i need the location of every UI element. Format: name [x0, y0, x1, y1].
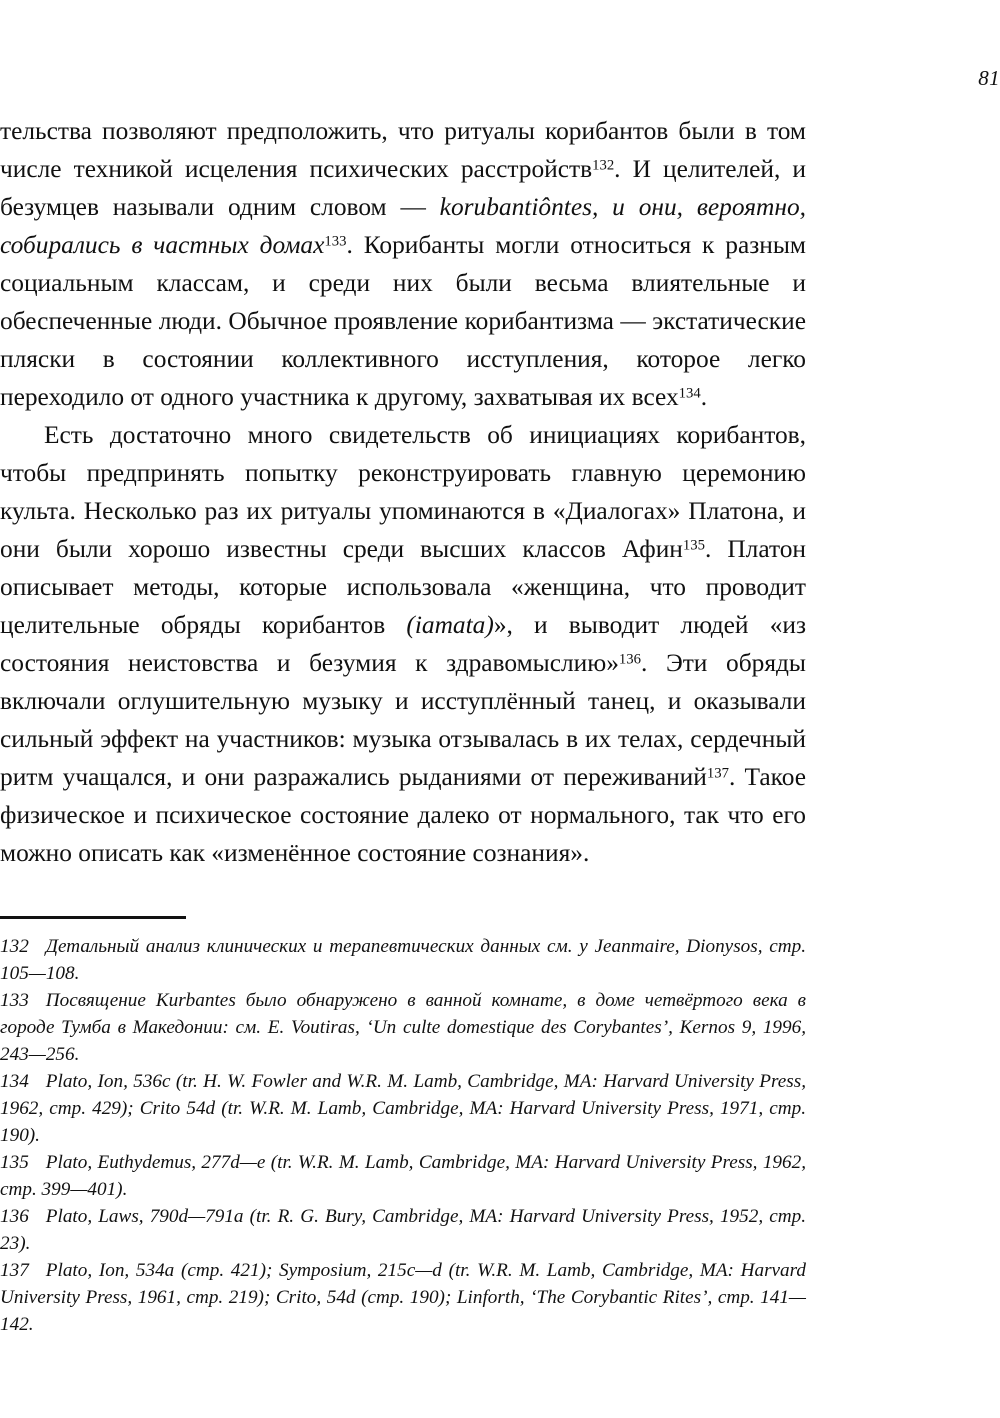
- footnote-number[interactable]: 133: [0, 990, 29, 1011]
- body-text: [0, 112, 806, 872]
- text-run: . Такое физическое и психическое состояние далеко от нормального, так что его можно описать как «изменённое состояние сознания».: [0, 763, 806, 867]
- paragraph: [0, 112, 806, 416]
- footnotes-section: [0, 916, 806, 1338]
- footnote-text: Plato, Ion, 534a (стр. 421); Symposium, 215c—d (tr. W.R. M. Lamb, Cambridge, MA: Harvard University Press, 1961, стр. 219); Crito, 54d (стр. 190); Linforth, ‘The Corybantic Rites’, стр. 141—142.: [0, 1260, 806, 1335]
- text-run: . Платон описывает методы, которые использовала «женщина, что проводит целительные обряды корибантов: [0, 535, 807, 639]
- footnote-text: Посвящение Kurbantes было обнаружено в ванной комнате, в доме четвёртого века в городе Тумба в Македонии: см. E. Voutiras, ‘Un culte domestique des Corybantes’, Kernos 9, 1996, 243—256.: [0, 990, 806, 1065]
- footnote-marker[interactable]: 134: [678, 385, 701, 402]
- footnote-item: [0, 987, 806, 1068]
- footnote-marker[interactable]: 137: [706, 765, 729, 782]
- footnote-marker[interactable]: 133: [324, 233, 347, 250]
- footnote-number[interactable]: 136: [0, 1206, 29, 1227]
- text-run: . Эти обряды включали оглушительную музыку и исступлённый танец, и оказывали сильный эффект на участников: музыка отзывалась в их телах, сердечный ритм учащался, и они разражались рыданиями от переживаний: [0, 649, 806, 791]
- footnote-marker[interactable]: 136: [618, 651, 641, 668]
- footnote-text: Plato, Euthydemus, 277d—e (tr. W.R. M. Lamb, Cambridge, MA: Harvard University Press, 1962, стр. 399—401).: [0, 1152, 806, 1200]
- footnote-text: Plato, Ion, 536c (tr. H. W. Fowler and W.R. M. Lamb, Cambridge, MA: Harvard University Press, 1962, стр. 429); Crito 54d (tr. W.R. M. Lamb, Cambridge, MA: Harvard University Press, 1971, стр. 190).: [0, 1071, 806, 1146]
- footnote-text: Plato, Laws, 790d—791a (tr. R. G. Bury, Cambridge, MA: Harvard University Press, 1952, стр. 23).: [0, 1206, 806, 1254]
- footnote-marker[interactable]: 135: [682, 537, 705, 554]
- text-run: Есть достаточно много свидетельств об инициациях корибантов, чтобы предпринять попытку реконструировать главную церемонию культа. Несколько раз их ритуалы упоминаются в «Диалогах» Платона, и они были хорошо известны среди высших классов Афин: [0, 421, 806, 563]
- text-run: .: [700, 383, 708, 411]
- footnote-separator-rule: [0, 916, 186, 919]
- text-run: тельства позволяют предположить, что ритуалы корибантов были в том числе техникой исцеления психических расстройств: [0, 117, 806, 183]
- footnote-number[interactable]: 137: [0, 1260, 29, 1281]
- footnote-number[interactable]: 134: [0, 1071, 29, 1092]
- text-run: . Корибанты могли относиться к разным социальным классам, и среди них были весьма влиятельные и обеспеченные люди. Обычное проявление корибантизма — экстатические пляски в состоянии коллективного исступления, которое легко переходило от одного участника к другому, захватывая их всех: [0, 231, 806, 411]
- footnote-item: [0, 933, 806, 987]
- footnote-number[interactable]: 135: [0, 1152, 29, 1173]
- footnote-item: [0, 1203, 806, 1257]
- page-number: 81: [978, 66, 1000, 90]
- italic-term: (iamata): [406, 611, 494, 639]
- footnote-text: Детальный анализ клинических и терапевтических данных см. у Jeanmaire, Dionysos, стр. 105—108.: [0, 936, 806, 984]
- text-run: . И целителей, и безумцев называли одним словом —: [0, 155, 806, 221]
- paragraph: [0, 416, 806, 872]
- italic-term: korubantiôntes, и они, вероятно, собирались в частных домах: [0, 193, 806, 259]
- footnote-number[interactable]: 132: [0, 936, 29, 957]
- text-run: », и выводит людей «из состояния неистовства и безумия к здравомыслию»: [0, 611, 807, 677]
- footnote-item: [0, 1068, 806, 1149]
- footnote-marker[interactable]: 132: [592, 157, 615, 174]
- footnote-item: [0, 1149, 806, 1203]
- footnote-item: [0, 1257, 806, 1338]
- footnote-list: [0, 933, 806, 1338]
